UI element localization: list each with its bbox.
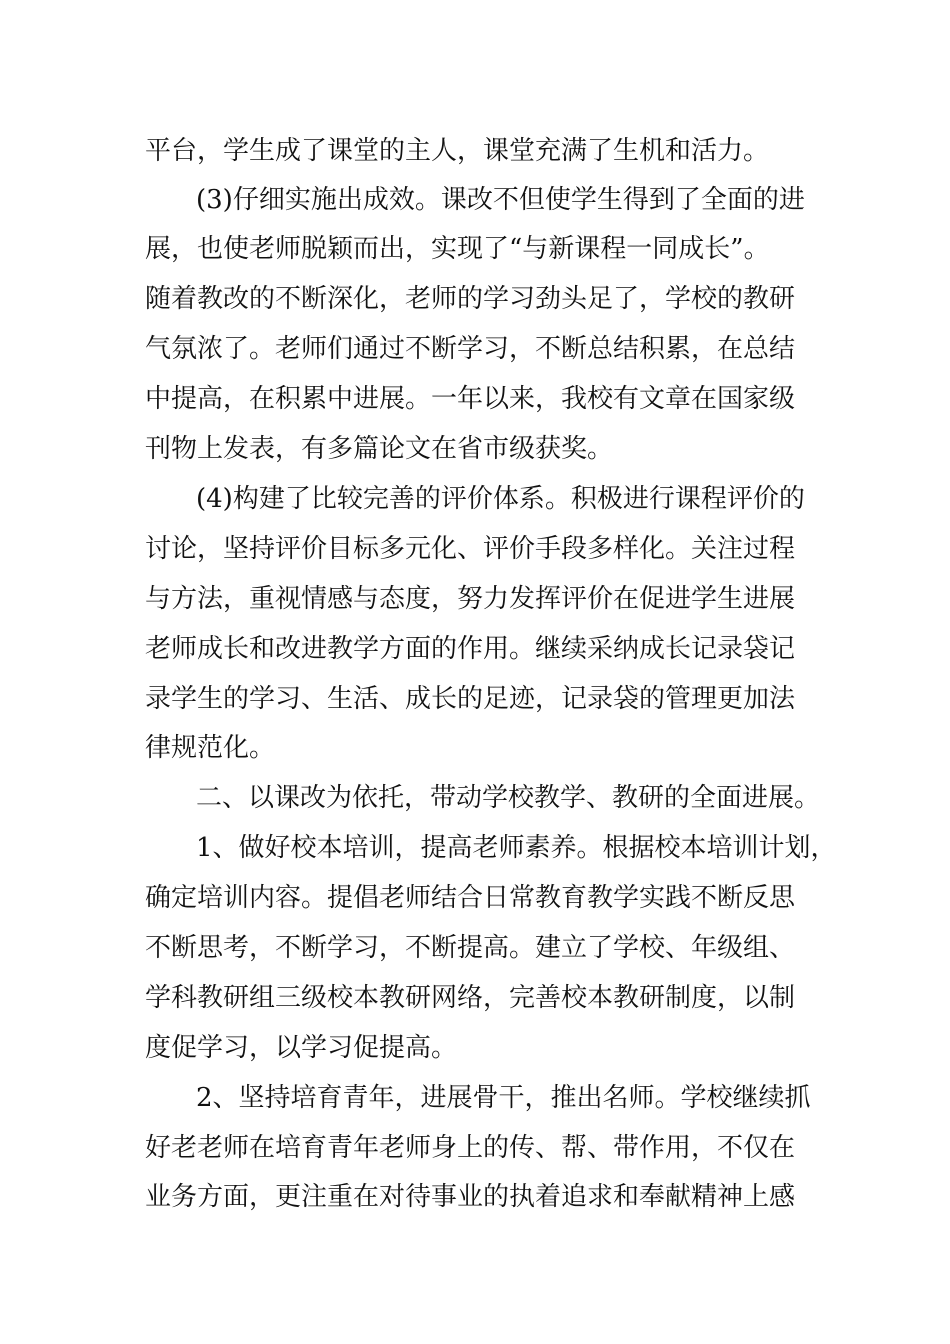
item-1-start: 1、做好校本培训，提高老师素养。根据校本培训计划， xyxy=(196,833,837,863)
text-line: 老师成长和改进教学方面的作用。继续采纳成长记录袋记 xyxy=(145,634,796,664)
text-line: 刊物上发表，有多篇论文在省市级获奖。 xyxy=(145,434,614,464)
text-line: 录学生的学习、生活、成长的足迹，记录袋的管理更加法 xyxy=(145,684,796,714)
text-line: 与方法，重视情感与态度，努力发挥评价在促进学生进展 xyxy=(145,584,796,614)
item-2-start: 2、坚持培育青年，进展骨干，推出名师。学校继续抓 xyxy=(196,1083,811,1113)
text-line: 平台，学生成了课堂的主人，课堂充满了生机和活力。 xyxy=(145,136,770,166)
text-line: 讨论，坚持评价目标多元化、评价手段多样化。关注过程 xyxy=(145,534,796,564)
text-line: 随着教改的不断深化，老师的学习劲头足了，学校的教研 xyxy=(145,284,796,314)
section-heading-2: 二、以课改为依托，带动学校教学、教研的全面进展。 xyxy=(196,783,821,813)
paragraph-3-start: (3)仔细实施出成效。课改不但使学生得到了全面的进 xyxy=(196,185,805,215)
text-line: 业务方面，更注重在对待事业的执着追求和奉献精神上感 xyxy=(145,1182,796,1212)
text-line: 度促学习，以学习促提高。 xyxy=(145,1033,458,1063)
paragraph-4-start: (4)构建了比较完善的评价体系。积极进行课程评价的 xyxy=(196,484,805,514)
text-line: 好老老师在培育青年老师身上的传、帮、带作用，不仅在 xyxy=(145,1133,796,1163)
text-line: 学科教研组三级校本教研网络，完善校本教研制度，以制 xyxy=(145,983,796,1013)
text-line: 气氛浓了。老师们通过不断学习，不断总结积累，在总结 xyxy=(145,334,796,364)
text-line: 展，也使老师脱颖而出，实现了“与新课程一同成长”。 xyxy=(145,234,770,264)
text-line: 律规范化。 xyxy=(145,733,276,763)
text-line: 中提高，在积累中进展。一年以来，我校有文章在国家级 xyxy=(145,384,796,414)
text-line: 不断思考，不断学习，不断提高。建立了学校、年级组、 xyxy=(145,933,796,963)
text-line: 确定培训内容。提倡老师结合日常教育教学实践不断反思 xyxy=(145,883,796,913)
